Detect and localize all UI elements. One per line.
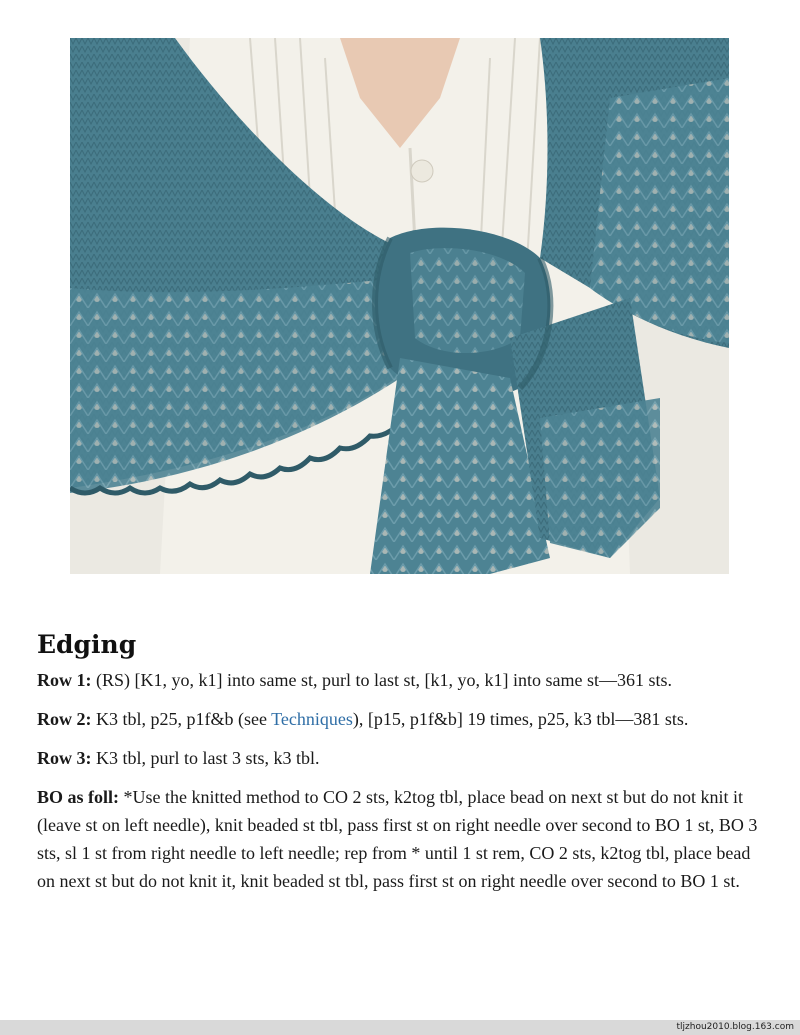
pattern-instructions [37,628,767,906]
techniques-link[interactable]: Techniques [271,709,353,729]
row-3-instruction [37,744,767,772]
row-2-text-after: ), [p15, p1f&b] 19 times, p25, k3 tbl—381 sts. [352,709,689,729]
bind-off-text: *Use the knitted method to CO 2 sts, k2tog tbl, place bead on next st but do not knit it (leave st on left needle), knit beaded st tbl, pass first st on right needle over second to BO 1 st, BO 3 sts, sl 1 st from right needle to left needle; rep from * until 1 st rem, CO 2 sts, k2tog tbl, place bead on next st but do not knit it, knit beaded st tbl, pass first st on right needle over second to BO 1 st. [37,787,758,891]
shawl-illustration [70,38,729,574]
section-heading: Edging [37,630,137,659]
shawl-photo [70,38,729,574]
bind-off-label: BO as foll: [37,787,120,807]
row-2-label: Row 2: [37,709,92,729]
row-1-label: Row 1: [37,670,92,690]
footer-bar [0,1020,800,1035]
row-1-text: (RS) [K1, yo, k1] into same st, purl to last st, [k1, yo, k1] into same st—361 sts. [91,670,672,690]
bind-off-instruction [37,783,767,895]
row-2-instruction [37,705,767,733]
row-3-label: Row 3: [37,748,92,768]
footer-watermark: tljzhou2010.blog.163.com [676,1022,794,1032]
row-2-text-before: K3 tbl, p25, p1f&b (see [91,709,272,729]
row-3-text: K3 tbl, purl to last 3 sts, k3 tbl. [91,748,320,768]
row-1-instruction [37,666,767,694]
